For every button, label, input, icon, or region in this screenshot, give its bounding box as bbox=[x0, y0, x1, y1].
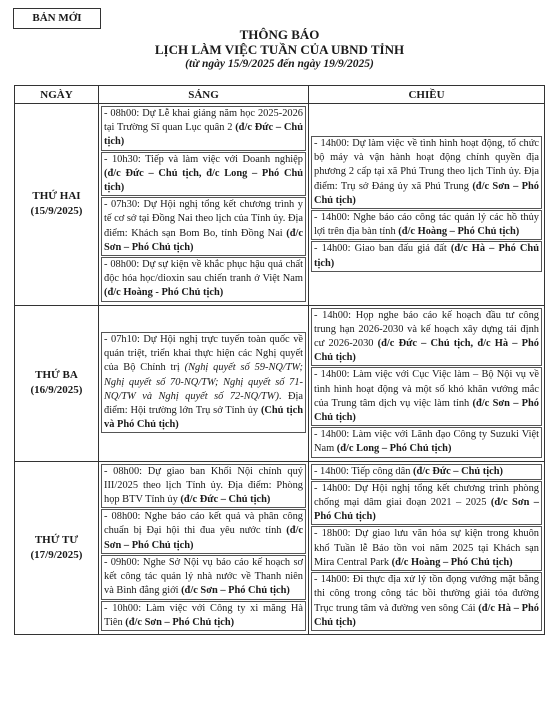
attendee-label: (đ/c Đức – Chủ tịch) bbox=[104, 122, 303, 148]
day-name: THỨ HAI bbox=[32, 190, 81, 203]
entry-text: - 14h00: Dự làm việc về tình hình hoạt động, tổ chức bộ máy và vận hành hoạt động chính quyền địa phương 2 cấp tại xã Phú Trung theo lịch Tỉnh ủy. Địa điểm: Trụ sở Đảng ủy xã Phú Trung bbox=[314, 137, 539, 192]
afternoon-cell bbox=[309, 104, 545, 306]
day-row-wednesday bbox=[15, 461, 545, 634]
day-cell bbox=[15, 104, 99, 306]
entry-text: - 08h00: Dự sự kiện về khắc phục hậu quả chất độc hóa học/dioxin sau chiến tranh ở Việt Nam bbox=[104, 259, 303, 285]
entry-text: - 14h00: Làm việc với Cục Việc làm – Bộ Nội vụ về tình hình hoạt động và một số khó khăn vướng mắc của Trung tâm dịch vụ việc làm tỉnh bbox=[314, 369, 539, 409]
version-badge: BẢN MỚI bbox=[13, 8, 101, 29]
entry-text: - 14h00: Giao ban đấu giá đất bbox=[314, 243, 451, 255]
entry-text: - 14h00: Tiếp công dân bbox=[314, 465, 413, 477]
schedule-entry bbox=[101, 152, 306, 197]
day-cell bbox=[15, 461, 99, 634]
entry-text: - 07h10: Dự Hội nghị trực tuyến toàn quốc về quán triệt, triển khai thực hiện các Nghị quyết của Bộ Chính trị bbox=[104, 333, 303, 374]
attendee-label: (Chủ tịch và Phó Chủ tịch) bbox=[104, 404, 303, 431]
schedule-entry bbox=[101, 464, 306, 509]
entry-text: - 14h00: Đi thực địa xử lý tồn đọng vướng mặt bằng thi công trong công tác bồi thường giải tỏa đường Trục trung tâm và đường ven sông Cái bbox=[314, 574, 539, 614]
schedule-entry bbox=[311, 210, 542, 240]
entry-text: - 14h00: Dự Hội nghị tổng kết chương trình phòng chống mại dâm giai đoạn 2021 – 2025 bbox=[314, 482, 539, 509]
entry-text: - 14h00: Họp nghe báo cáo kế hoạch đầu tư công trung hạn 2026-2030 và kế hoạch xây dựng tái định cư 2026-2030 bbox=[314, 309, 539, 350]
table-header-row bbox=[15, 86, 545, 104]
schedule-entry bbox=[311, 481, 542, 526]
date-range: (từ ngày 15/9/2025 đến ngày 19/9/2025) bbox=[185, 58, 374, 70]
day-row-tuesday bbox=[15, 305, 545, 461]
attendee-label: (đ/c Hoàng – Phó Chủ tịch) bbox=[398, 226, 520, 238]
schedule-entry bbox=[101, 601, 306, 631]
document-title: THÔNG BÁO bbox=[239, 27, 320, 42]
entry-text: - 18h00: Dự giao lưu văn hóa sự kiện trong khuôn khổ Tuần lễ Bảo tồn voi năm 2025 tại Khách sạn Mira Central Park bbox=[314, 528, 539, 568]
morning-cell bbox=[99, 104, 309, 306]
schedule-entry bbox=[311, 367, 542, 426]
attendee-label: (đ/c Hoàng - Phó Chủ tịch) bbox=[104, 287, 224, 299]
attendee-label: (đ/c Sơn – Phó Chủ tịch) bbox=[314, 180, 540, 206]
schedule-entry bbox=[311, 241, 542, 271]
attendee-label: (đ/c Sơn – Phó Chủ tịch) bbox=[104, 227, 303, 253]
attendee-label: (đ/c Sơn – Phó Chủ tịch) bbox=[181, 585, 290, 597]
schedule-entry bbox=[101, 197, 306, 256]
morning-cell bbox=[99, 461, 309, 634]
attendee-label: (đ/c Long – Phó Chủ tịch) bbox=[336, 443, 452, 455]
schedule-entry bbox=[311, 572, 542, 631]
entry-text: - 10h30: Tiếp và làm việc với Doanh nghiệp bbox=[104, 153, 303, 165]
entry-text: - 07h30: Dự Hội nghị tổng kết chương trình y tế cơ sở tại Đồng Nai theo lịch của Tỉnh ủy. Địa điểm: Khách sạn Bom Bo, tỉnh Đồng Nai bbox=[104, 199, 303, 239]
day-date: (17/9/2025) bbox=[30, 548, 83, 561]
schedule-entry bbox=[101, 509, 306, 554]
schedule-entry bbox=[311, 464, 542, 480]
attendee-label: (đ/c Đức – Chủ tịch, đ/c Long – Phó Chủ tịch) bbox=[104, 167, 303, 194]
morning-cell bbox=[99, 305, 309, 461]
day-name: THỨ BA bbox=[35, 369, 78, 382]
schedule-entry bbox=[311, 308, 542, 367]
afternoon-cell bbox=[309, 461, 545, 634]
entry-text: - 08h00: Nghe báo cáo kết quả và phân công chuẩn bị Đại hội thi đua yêu nước tỉnh bbox=[104, 511, 303, 537]
attendee-label: (đ/c Đức – Chủ tịch) bbox=[413, 465, 503, 477]
column-header-morning: SÁNG bbox=[99, 86, 309, 104]
entry-text: - 09h00: Nghe Sở Nội vụ báo cáo kế hoạch sơ kết công tác quản lý nhà nước về Thanh niên và Bình đẳng giới bbox=[104, 556, 303, 597]
attendee-label: (đ/c Sơn – Phó Chủ tịch) bbox=[104, 525, 303, 551]
day-date: (16/9/2025) bbox=[30, 384, 83, 397]
schedule-entry bbox=[311, 427, 542, 457]
schedule-entry bbox=[101, 332, 306, 433]
entry-text: - 08h00: Dự giao ban Khối Nội chính quý III/2025 theo lịch Tỉnh ủy. Địa điểm: Phòng họp BTV Tỉnh ủy bbox=[104, 465, 303, 506]
entry-text: - 08h00: Dự Lễ khai giảng năm học 2025-2026 tại Trường Sĩ quan Lục quân 2 bbox=[104, 108, 303, 134]
schedule-entry bbox=[101, 555, 306, 600]
afternoon-cell bbox=[309, 305, 545, 461]
schedule-entry bbox=[311, 136, 542, 209]
entry-text: (Nghị quyết số 59-NQ/TW; Nghị quyết số 70-NQ/TW; Nghị quyết số 71-NQ/TW và Nghị quyết số 72-NQ/TW) bbox=[104, 362, 304, 402]
attendee-label: (đ/c Hà – Phó Chủ tịch) bbox=[314, 243, 539, 269]
attendee-label: (đ/c Sơn – Phó Chủ tịch) bbox=[314, 497, 539, 523]
schedule-entry bbox=[101, 257, 306, 302]
schedule-entry bbox=[101, 106, 306, 151]
day-date: (15/9/2025) bbox=[30, 205, 83, 218]
column-header-afternoon: CHIỀU bbox=[309, 86, 545, 104]
day-cell bbox=[15, 305, 99, 461]
attendee-label: (đ/c Đức – Chủ tịch, đ/c Hà – Phó Chủ tịch) bbox=[314, 338, 539, 364]
attendee-label: (đ/c Sơn – Phó Chủ tịch) bbox=[125, 616, 235, 628]
entry-text: - 14h00: Nghe báo cáo công tác quản lý các hồ thủy lợi trên địa bàn tỉnh bbox=[314, 211, 539, 238]
day-row-monday bbox=[15, 104, 545, 306]
attendee-label: (đ/c Đức – Chủ tịch) bbox=[180, 494, 271, 506]
entry-text: - 10h00: Làm việc với Công ty xi măng Hà Tiên bbox=[104, 602, 303, 628]
column-header-day: NGÀY bbox=[15, 86, 99, 104]
day-name: THỨ TƯ bbox=[34, 533, 79, 546]
attendee-label: (đ/c Sơn – Phó Chủ tịch) bbox=[314, 397, 540, 424]
attendee-label: (đ/c Hoàng – Phó Chủ tịch) bbox=[391, 556, 513, 568]
entry-text: - 14h00: Làm việc với Lãnh đạo Công ty Suzuki Việt Nam bbox=[314, 429, 539, 455]
weekly-schedule-table bbox=[14, 85, 545, 635]
schedule-entry bbox=[311, 526, 542, 571]
attendee-label: (đ/c Hà – Phó Chủ tịch) bbox=[314, 602, 539, 628]
document-subtitle: LỊCH LÀM VIỆC TUẦN CỦA UBND TỈNH bbox=[154, 42, 405, 57]
entry-text: . Địa điểm: Hội trường lớn Trụ sở Tỉnh ủy bbox=[104, 390, 303, 416]
